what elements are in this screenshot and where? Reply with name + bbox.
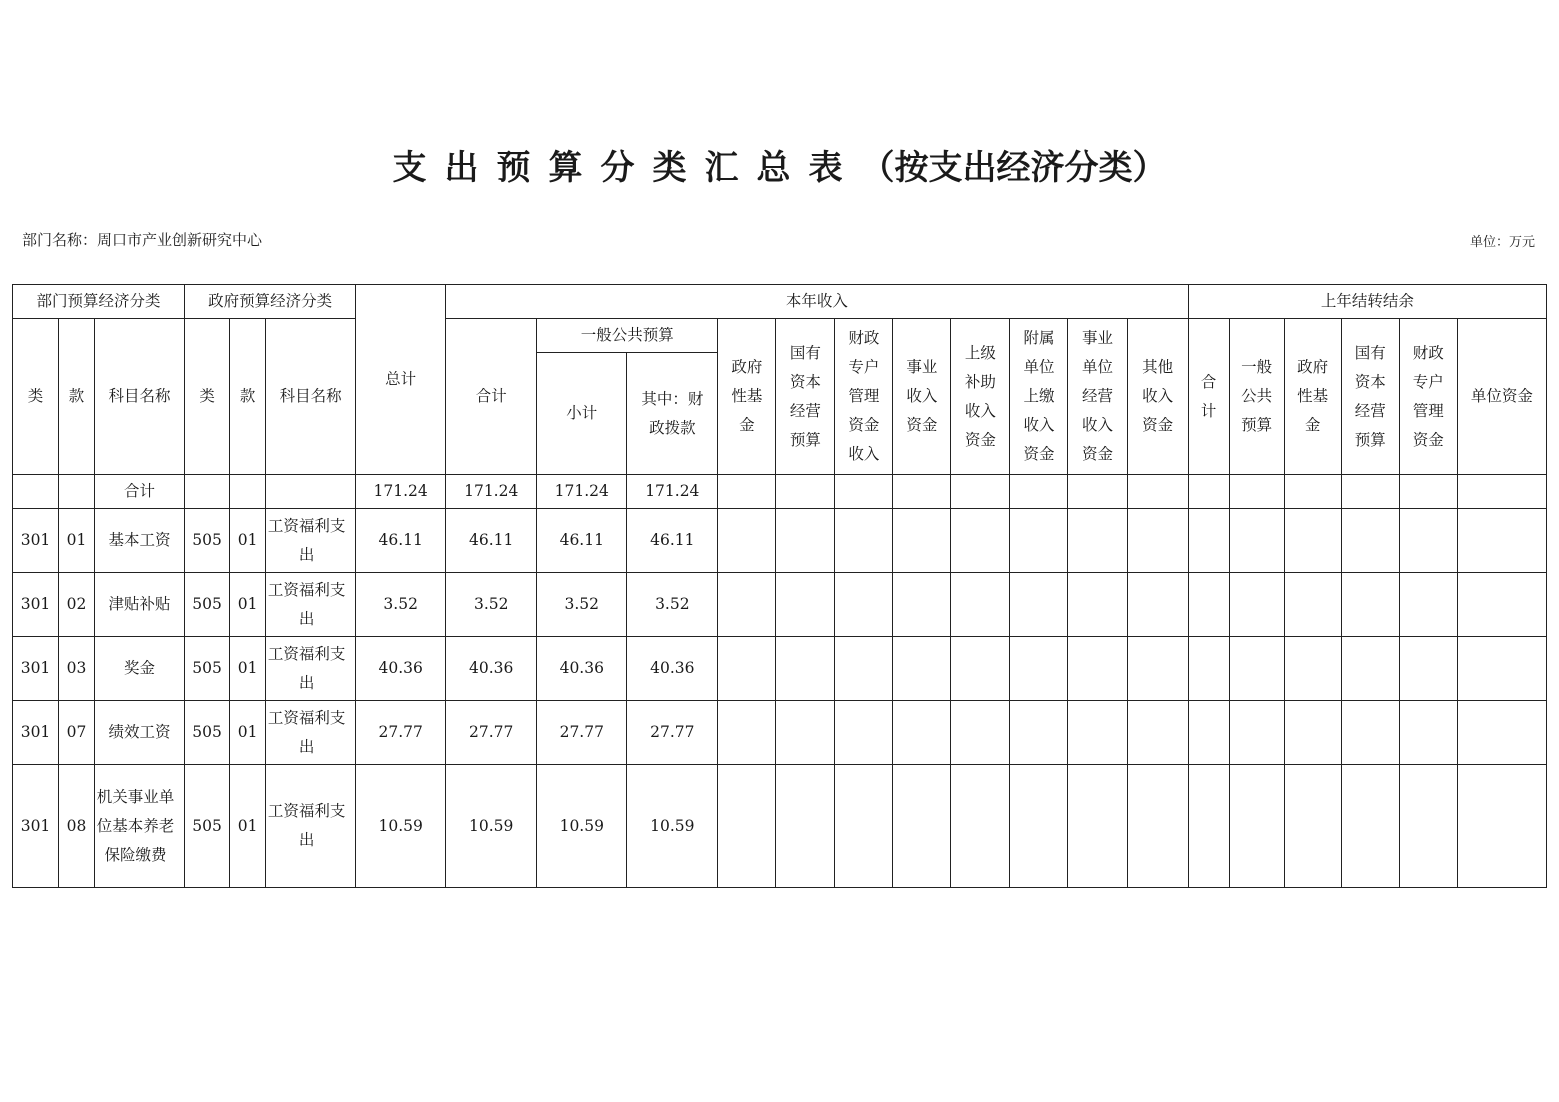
total-row-label: 合计: [95, 475, 185, 509]
header-ly-state-capital: 国有资本经营预算: [1341, 319, 1399, 475]
total-row-subtotal: 171.24: [537, 475, 627, 509]
header-kuan: 款: [59, 319, 95, 475]
row-name: 基本工资: [95, 509, 185, 573]
table-row: [13, 701, 1547, 765]
header-state-capital: 国有资本经营预算: [776, 319, 835, 475]
row-gov-lei: 505: [185, 509, 230, 573]
header-ly-unit-fund: 单位资金: [1457, 319, 1546, 475]
row-gov-name: 工资福利支出: [266, 765, 356, 888]
total-row-total: 171.24: [356, 475, 446, 509]
row-kuan: 02: [59, 573, 95, 637]
row-gov-name: 工资福利支出: [266, 637, 356, 701]
row-name: 津贴补贴: [95, 573, 185, 637]
row-lei: 301: [13, 509, 59, 573]
row-gov-kuan: 01: [230, 701, 266, 765]
row-gov-name: 工资福利支出: [266, 701, 356, 765]
row-heji: 10.59: [446, 765, 537, 888]
row-gov-kuan: 01: [230, 573, 266, 637]
title-sub: （按支出经济分类）: [860, 148, 1167, 188]
row-gov-kuan: 01: [230, 765, 266, 888]
header-gov-kuan: 款: [230, 319, 266, 475]
header-ly-gov-fund: 政府性基金: [1284, 319, 1341, 475]
row-kuan: 01: [59, 509, 95, 573]
row-name: 绩效工资: [95, 701, 185, 765]
row-total: 3.52: [356, 573, 446, 637]
row-total: 40.36: [356, 637, 446, 701]
table-row: [13, 509, 1547, 573]
row-lei: 301: [13, 701, 59, 765]
header-fiscal-appropriation: 其中：财政拨款: [627, 353, 718, 475]
header-gov-fund: 政府性基金: [718, 319, 776, 475]
header-this-year-income: 本年收入: [446, 285, 1188, 319]
header-subject-name: 科目名称: [95, 319, 185, 475]
row-lei: 301: [13, 573, 59, 637]
header-ly-heji: 合计: [1188, 319, 1229, 475]
header-row-1: [13, 285, 1547, 319]
row-gov-kuan: 01: [230, 637, 266, 701]
row-total: 27.77: [356, 701, 446, 765]
title-main: 支出预算分类汇总表: [392, 148, 861, 188]
header-ly-fiscal-special: 财政专户管理资金: [1399, 319, 1457, 475]
header-last-year-carryover: 上年结转结余: [1188, 285, 1546, 319]
header-ly-general: 一般公共预算: [1229, 319, 1284, 475]
row-heji: 46.11: [446, 509, 537, 573]
table-row: [13, 573, 1547, 637]
header-fiscal-special: 财政专户管理资金收入: [835, 319, 893, 475]
row-fiscal: 10.59: [627, 765, 718, 888]
row-kuan: 08: [59, 765, 95, 888]
row-kuan: 07: [59, 701, 95, 765]
row-fiscal: 40.36: [627, 637, 718, 701]
header-subtotal: 小计: [537, 353, 627, 475]
row-name: 奖金: [95, 637, 185, 701]
total-row-fiscal: 171.24: [627, 475, 718, 509]
header-business-income: 事业收入资金: [893, 319, 951, 475]
row-total: 10.59: [356, 765, 446, 888]
row-gov-lei: 505: [185, 573, 230, 637]
row-subtotal: 46.11: [537, 509, 627, 573]
header-gov-subject-name: 科目名称: [266, 319, 356, 475]
header-heji: 合计: [446, 319, 537, 475]
header-affiliated-unit: 附属单位上缴收入资金: [1010, 319, 1068, 475]
row-name: 机关事业单位基本养老保险缴费: [95, 765, 185, 888]
unit-label: 单位：万元: [1469, 235, 1535, 250]
header-total: 总计: [356, 285, 446, 475]
row-gov-name: 工资福利支出: [266, 573, 356, 637]
header-business-operation: 事业单位经营收入资金: [1068, 319, 1127, 475]
row-gov-name: 工资福利支出: [266, 509, 356, 573]
total-row: [13, 475, 1547, 509]
header-superior-subsidy: 上级补助收入资金: [951, 319, 1010, 475]
row-heji: 3.52: [446, 573, 537, 637]
row-subtotal: 27.77: [537, 701, 627, 765]
row-subtotal: 3.52: [537, 573, 627, 637]
page-title: [0, 140, 1559, 189]
row-fiscal: 46.11: [627, 509, 718, 573]
row-subtotal: 40.36: [537, 637, 627, 701]
budget-table: [12, 284, 1547, 888]
table-row: [13, 765, 1547, 888]
department-name: 部门名称：周口市产业创新研究中心: [22, 231, 263, 249]
header-other-income: 其他收入资金: [1127, 319, 1188, 475]
row-heji: 27.77: [446, 701, 537, 765]
row-heji: 40.36: [446, 637, 537, 701]
row-gov-lei: 505: [185, 701, 230, 765]
row-fiscal: 27.77: [627, 701, 718, 765]
header-lei: 类: [13, 319, 59, 475]
table-row: [13, 637, 1547, 701]
header-row-2: [13, 319, 1547, 353]
header-general-budget: 一般公共预算: [537, 319, 718, 353]
row-gov-kuan: 01: [230, 509, 266, 573]
row-lei: 301: [13, 765, 59, 888]
row-total: 46.11: [356, 509, 446, 573]
row-kuan: 03: [59, 637, 95, 701]
row-lei: 301: [13, 637, 59, 701]
header-dept-class: 部门预算经济分类: [13, 285, 185, 319]
row-gov-lei: 505: [185, 765, 230, 888]
header-gov-class: 政府预算经济分类: [185, 285, 356, 319]
row-fiscal: 3.52: [627, 573, 718, 637]
header-gov-lei: 类: [185, 319, 230, 475]
row-subtotal: 10.59: [537, 765, 627, 888]
total-row-heji: 171.24: [446, 475, 537, 509]
row-gov-lei: 505: [185, 637, 230, 701]
